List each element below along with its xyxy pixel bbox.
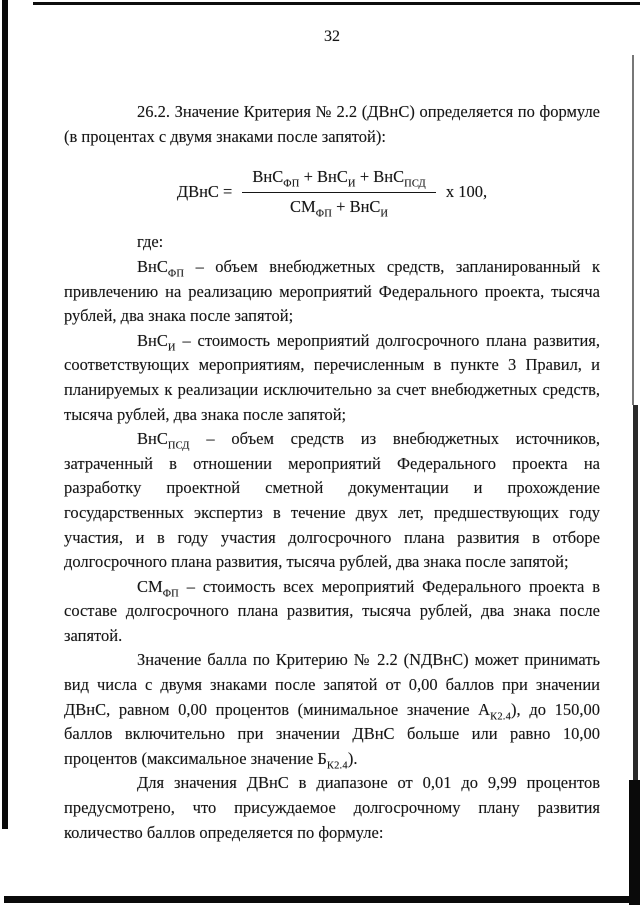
numerator-term-2: + ВнС [299, 167, 348, 187]
right-edge-scan-artifact-top [632, 55, 634, 405]
numerator-sub-2: И [347, 178, 356, 190]
right-edge-scan-artifact-middle [633, 405, 638, 780]
formula-numerator [242, 165, 436, 193]
denominator-term-1: СМ [290, 196, 316, 216]
right-edge-scan-artifact-bottom [629, 780, 640, 905]
numerator-term-3: + ВнС [355, 167, 405, 187]
page-number: 32 [324, 28, 340, 45]
denominator-sub-2: И [380, 208, 389, 220]
top-edge-scan-artifact [33, 2, 640, 5]
definition-term-subscript: И [167, 342, 176, 354]
definition-sm-fp [64, 575, 600, 649]
formula-multiplier: x 100, [445, 181, 488, 201]
definition-text: – объем внебюджетных средств, запланированный к привлечению на реализацию мероприятий Федерального проекта, тысяча рублей, два знака после запятой; [64, 256, 600, 326]
definition-term-subscript: ФП [167, 268, 185, 280]
definition-vns-i [64, 329, 600, 427]
score-text-part-2: ), до 150,00 баллов включительно при значении ДВнС больше или равно 10,00 процентов (максимальное значение Б [64, 699, 601, 768]
definition-text: – стоимость мероприятий долгосрочного плана развития, соответствующих мероприятиям, перечисленным в пункте 3 Правил, и планируемых к реализации исключительно за счет внебюджетных средств, тысяча рублей, два знака после запятой; [64, 330, 600, 424]
score-text-part-3: ). [347, 748, 358, 768]
numerator-term-1: ВнС [252, 167, 284, 187]
where-label [64, 230, 600, 255]
definition-text: – объем средств из внебюджетных источников, затраченный в отношении мероприятий Федерального проекта на разработку проектной сметной документации и прохождение государственных экспертиз в течение двух лет, предшествующих году участия, и в году участия долгосрочного плана развития в отборе долгосрочного плана развития, тысяча рублей, два знака после запятой; [64, 429, 600, 572]
paragraph-26-2-intro [64, 100, 600, 149]
formula-denominator [290, 193, 388, 220]
formula-dvns [64, 165, 600, 219]
definition-term: ВнС [137, 256, 168, 276]
paragraph-score-range [64, 648, 600, 771]
definition-vns-psd [64, 427, 600, 575]
definition-term: СМ [137, 576, 163, 596]
range-text: Для значения ДВнС в диапазоне от 0,01 до 9,99 процентов предусмотрено, что присуждаемое долгосрочному плану развития количество баллов определяется по формуле: [64, 773, 600, 842]
definition-term-subscript: ФП [162, 587, 179, 599]
definition-text: – стоимость всех мероприятий Федерального проекта в составе долгосрочного плана развития, тысяча рублей, два знака после запятой. [64, 576, 600, 645]
document-body [64, 100, 600, 845]
where-label-text: где: [137, 232, 164, 252]
denominator-term-2: + ВнС [332, 196, 381, 216]
formula-lhs: ДВнС = [176, 181, 233, 201]
definition-vns-fp [64, 255, 600, 329]
score-subscript-a-k24: К2.4 [490, 710, 512, 722]
intro-text: 26.2. Значение Критерия № 2.2 (ДВнС) определяется по формуле (в процентах с двумя знаками после запятой): [64, 102, 600, 146]
score-text-part-1: Значение балла по Критерию № 2.2 (NДВнС) может принимать вид числа с двумя знаками после запятой от 0,00 баллов при значении ДВнС, равном 0,00 процентов (минимальное значение А [64, 650, 600, 719]
score-subscript-b-k24: К2.4 [326, 760, 348, 772]
definition-term-subscript: ПСД [167, 440, 190, 452]
definition-term: ВнС [137, 429, 168, 449]
left-edge-scan-artifact [2, 0, 8, 829]
numerator-sub-1: ФП [283, 178, 300, 190]
paragraph-dvns-range [64, 771, 600, 845]
definition-term: ВнС [137, 330, 168, 350]
denominator-sub-1: ФП [315, 208, 333, 220]
bottom-edge-scan-artifact [4, 896, 640, 903]
numerator-sub-3: ПСД [404, 178, 426, 190]
formula-fraction [242, 165, 436, 219]
